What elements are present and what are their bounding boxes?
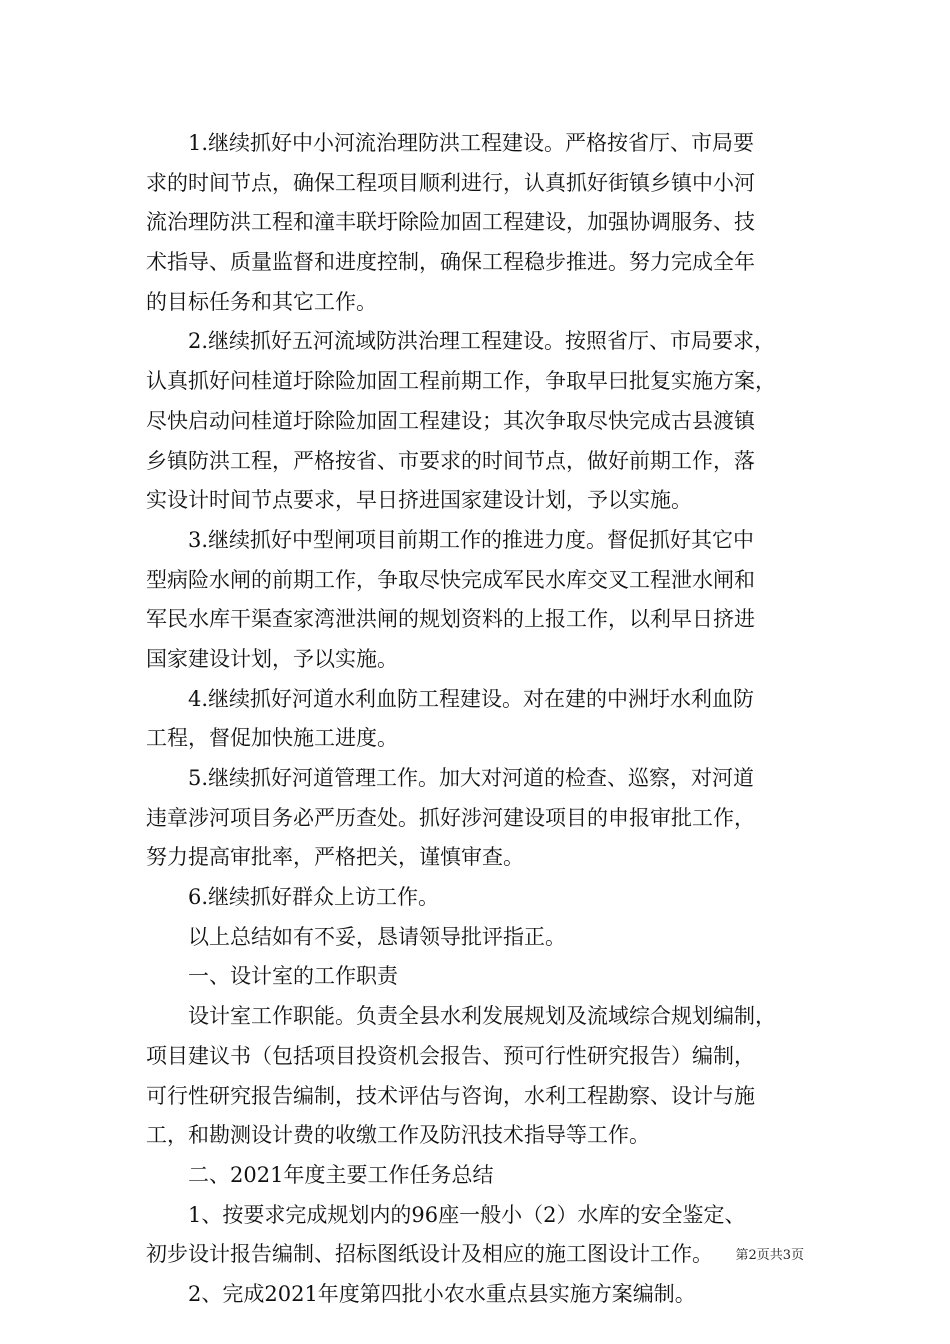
paragraph-line: 2.继续抓好五河流域防洪治理工程建设。按照省厅、市局要求， bbox=[188, 329, 776, 354]
paragraph-line: 6.继续抓好群众上访工作。 bbox=[188, 885, 440, 910]
paragraph-line: 2、完成2021年度第四批小农水重点县实施方案编制。 bbox=[188, 1281, 696, 1306]
section-heading: 一、设计室的工作职责 bbox=[188, 964, 398, 989]
paragraph-line: 1、按要求完成规划内的96座一般小（2）水库的安全鉴定、 bbox=[188, 1202, 746, 1227]
paragraph-line: 国家建设计划，予以实施。 bbox=[146, 646, 398, 671]
paragraph-line: 以上总结如有不妥，恳请领导批评指正。 bbox=[188, 924, 566, 949]
paragraph-line: 工，和勘测设计费的收缴工作及防汛技术指导等工作。 bbox=[146, 1123, 650, 1148]
paragraph-line: 尽快启动问桂道圩除险加固工程建设；其次争取尽快完成古县渡镇 bbox=[146, 408, 755, 433]
paragraph-line: 可行性研究报告编制，技术评估与咨询，水利工程勘察、设计与施 bbox=[146, 1083, 755, 1108]
paragraph-line: 3.继续抓好中型闸项目前期工作的推进力度。督促抓好其它中 bbox=[188, 527, 755, 552]
paragraph-line: 1.继续抓好中小河流治理防洪工程建设。严格按省厅、市局要 bbox=[188, 131, 755, 155]
paragraph-line: 术指导、质量监督和进度控制，确保工程稳步推进。努力完成全年 bbox=[146, 250, 755, 275]
section-heading: 二、2021年度主要工作任务总结 bbox=[188, 1162, 494, 1187]
paragraph-line: 求的时间节点，确保工程项目顺利进行，认真抓好街镇乡镇中小河 bbox=[146, 170, 755, 195]
paragraph-line: 5.继续抓好河道管理工作。加大对河道的检查、巡察，对河道 bbox=[188, 766, 755, 790]
paragraph-line: 型病险水闸的前期工作，争取尽快完成军民水库交叉工程泄水闸和 bbox=[146, 567, 755, 592]
paragraph-line: 乡镇防洪工程，严格按省、市要求的时间节点，做好前期工作，落 bbox=[146, 448, 755, 473]
document-body bbox=[146, 124, 810, 1315]
paragraph-line: 的目标任务和其它工作。 bbox=[146, 289, 377, 314]
paragraph-line: 4.继续抓好河道水利血防工程建设。对在建的中洲圩水利血防 bbox=[188, 686, 755, 711]
paragraph-line: 努力提高审批率，严格把关，谨慎审查。 bbox=[146, 845, 524, 870]
paragraph-line: 初步设计报告编制、招标图纸设计及相应的施工图设计工作。 bbox=[146, 1242, 713, 1267]
paragraph-line: 军民水库干渠查家湾泄洪闸的规划资料的上报工作，以利早日挤进 bbox=[146, 607, 755, 632]
paragraph-line: 实设计时间节点要求，早日挤进国家建设计划，予以实施。 bbox=[146, 488, 692, 513]
paragraph-line: 流治理防洪工程和潼丰联圩除险加固工程建设，加强协调服务、技 bbox=[146, 210, 755, 235]
page-number-label: 第2页共3页 bbox=[735, 1248, 804, 1263]
paragraph-line: 工程，督促加快施工进度。 bbox=[146, 726, 398, 751]
paragraph-line: 认真抓好问桂道圩除险加固工程前期工作，争取早曰批复实施方案， bbox=[146, 369, 776, 394]
paragraph-line: 违章涉河项目务必严历查处。抓好涉河建设项目的申报审批工作， bbox=[146, 805, 755, 830]
paragraph-line: 项目建议书（包括项目投资机会报告、预可行性研究报告）编制， bbox=[146, 1043, 755, 1068]
paragraph-line: 设计室工作职能。负责全县水利发展规划及流域综合规划编制， bbox=[188, 1004, 776, 1029]
